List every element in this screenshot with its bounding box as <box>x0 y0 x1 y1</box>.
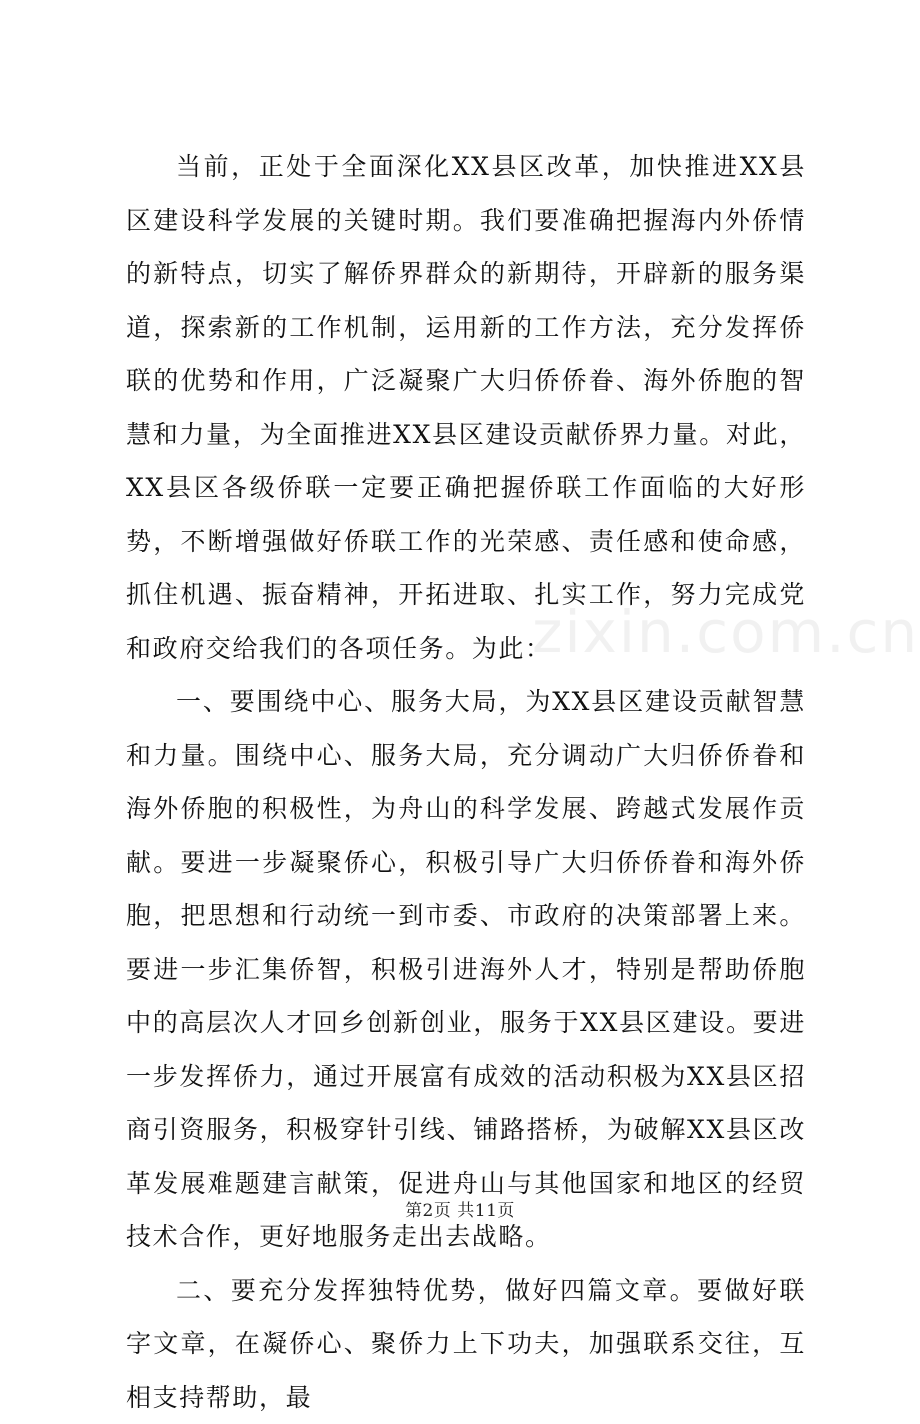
paragraph-point-two: 二、要充分发挥独特优势，做好四篇文章。要做好联字文章，在凝侨心、聚侨力上下功夫，加强联系交往，互相支持帮助，最 <box>126 1264 806 1424</box>
watermark: zixin.com.cn <box>532 598 919 666</box>
paragraph-intro: 当前，正处于全面深化XX县区改革，加快推进XX县区建设科学发展的关键时期。我们要准确把握海内外侨情的新特点，切实了解侨界群众的新期待，开辟新的服务渠道，探索新的工作机制，运用新的工作方法，充分发挥侨联的优势和作用，广泛凝聚广大归侨侨眷、海外侨胞的智慧和力量，为全面推进XX县区建设贡献侨界力量。对此，XX县区各级侨联一定要正确把握侨联工作面临的大好形势，不断增强做好侨联工作的光荣感、责任感和使命感，抓住机遇、振奋精神，开拓进取、扎实工作，努力完成党和政府交给我们的各项任务。为此： <box>126 140 806 675</box>
page-footer: 第2页 共11页 <box>0 1196 920 1221</box>
paragraph-point-one: 一、要围绕中心、服务大局，为XX县区建设贡献智慧和力量。围绕中心、服务大局，充分调动广大归侨侨眷和海外侨胞的积极性，为舟山的科学发展、跨越式发展作贡献。要进一步凝聚侨心，积极引导广大归侨侨眷和海外侨胞，把思想和行动统一到市委、市政府的决策部署上来。要进一步汇集侨智，积极引进海外人才，特别是帮助侨胞中的高层次人才回乡创新创业，服务于XX县区建设。要进一步发挥侨力，通过开展富有成效的活动积极为XX县区招商引资服务，积极穿针引线、铺路搭桥，为破解XX县区改革发展难题建言献策，促进舟山与其他国家和地区的经贸技术合作，更好地服务走出去战略。 <box>126 675 806 1264</box>
document-body <box>126 140 806 1424</box>
